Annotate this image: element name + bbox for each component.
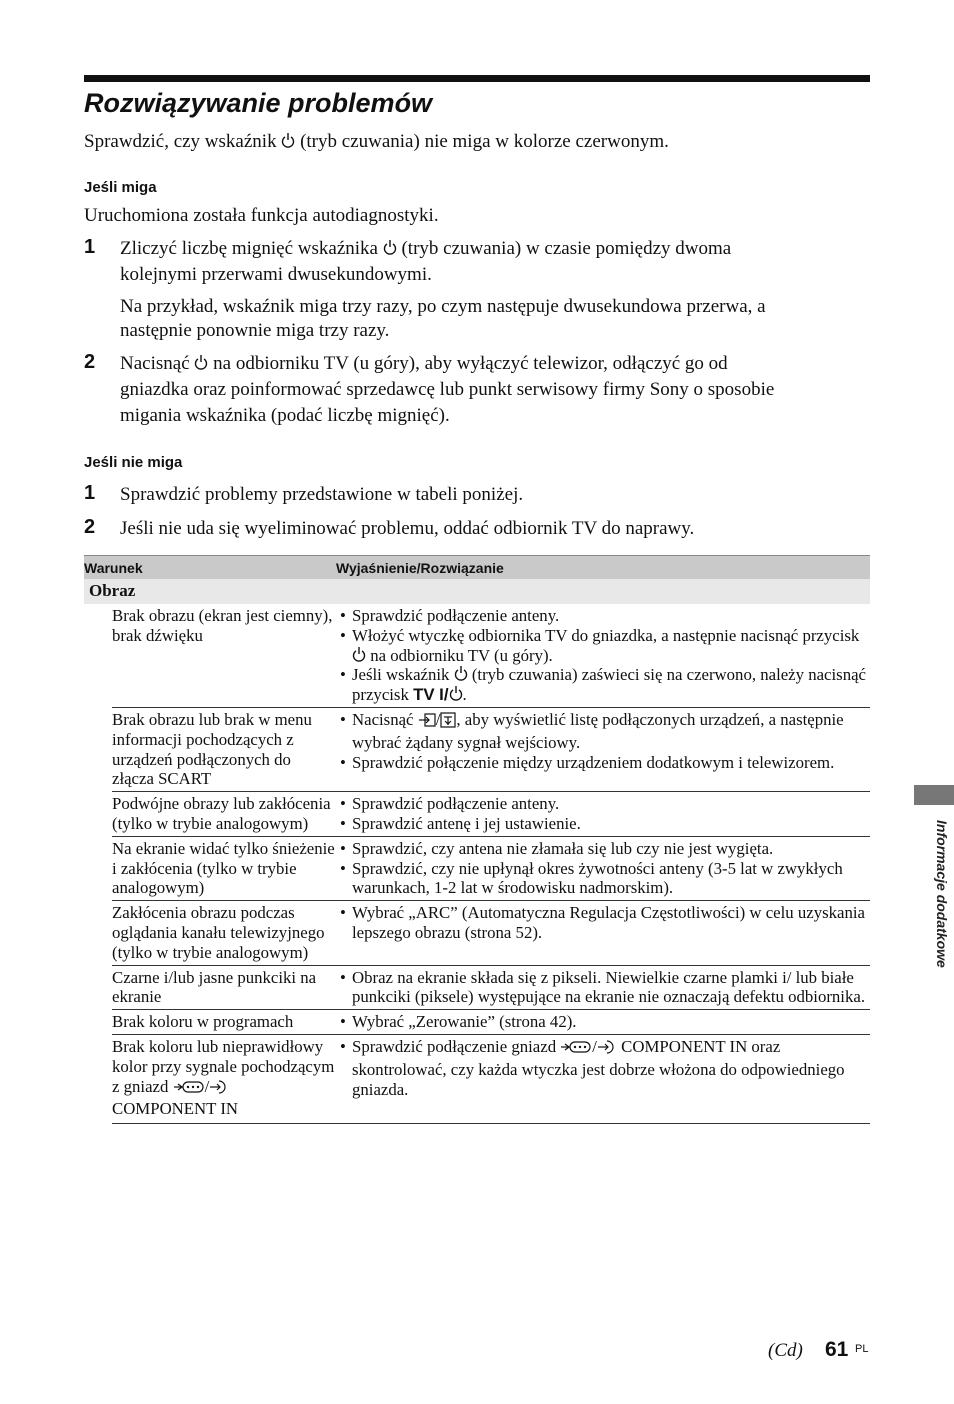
table-row: Brak koloru lub nieprawidłowy kolor przy sygnale pochodzącym z gniazd / COMPONENT IN • Sprawdzić podłączenie gniazd / COMPONENT IN oraz skontrolować, czy każda wtyczka jest dobrze włożona do odpowiedniego gniazda. bbox=[112, 1035, 870, 1124]
section-row-picture: Obraz bbox=[84, 579, 870, 604]
continued-label: (Cd) bbox=[768, 1340, 803, 1361]
step1-line3: Na przykład, wskaźnik miga trzy razy, po czym następuje dwusekundowa przerwa, a bbox=[120, 296, 766, 317]
step2-line3: migania wskaźnika (podać liczbę mignięć). bbox=[120, 405, 450, 426]
column-header-condition: Warunek bbox=[84, 560, 143, 576]
step2-line1: Nacisnąć na odbiorniku TV (u góry), aby wyłączyć telewizor, odłączyć go od bbox=[120, 353, 728, 374]
sidebar-section-label: Informacje dodatkowe bbox=[934, 820, 950, 968]
power-icon bbox=[281, 131, 295, 148]
input-arrow-icon bbox=[209, 1079, 229, 1100]
power-icon bbox=[194, 353, 208, 370]
step-number: 2 bbox=[84, 516, 96, 538]
input-icon bbox=[418, 712, 436, 733]
step1-line2: kolejnymi przerwami dwusekundowymi. bbox=[120, 264, 432, 285]
component-in-icon bbox=[560, 1039, 592, 1060]
heading-not-blinking: Jeśli nie miga bbox=[84, 454, 183, 471]
text-info-icon bbox=[440, 712, 456, 733]
language-code: PL bbox=[855, 1343, 869, 1355]
intro-text: Sprawdzić, czy wskaźnik (tryb czuwania) nie miga w kolorze czerwonym. bbox=[84, 131, 669, 152]
step-number: 1 bbox=[84, 236, 96, 258]
troubleshooting-table bbox=[84, 555, 870, 1124]
power-icon bbox=[352, 646, 366, 663]
step-number: 2 bbox=[84, 351, 96, 373]
power-icon bbox=[449, 685, 463, 702]
autodiag-text: Uruchomiona została funkcja autodiagnostyki. bbox=[84, 205, 439, 226]
top-rule bbox=[84, 75, 870, 82]
table-row: Zakłócenia obrazu podczas oglądania kanału telewizyjnego (tylko w trybie analogowym) • Wybrać „ARC” (Automatyczna Regulacja Częstotliwości) w celu uzyskania lepszego obrazu (strona 52). bbox=[112, 901, 870, 965]
power-icon bbox=[383, 238, 397, 255]
table-row: Czarne i/lub jasne punkciki na ekranie • Obraz na ekranie składa się z pikseli. Niewielkie czarne plamki i/ lub białe punkciki (piksele) występujące na ekranie nie oznaczają defektu odbiornika. bbox=[112, 966, 870, 1011]
table-row: Brak koloru w programach • Wybrać „Zerowanie” (strona 42). bbox=[112, 1010, 870, 1035]
table-header bbox=[84, 555, 870, 579]
power-icon bbox=[454, 665, 468, 682]
table-row: Podwójne obrazy lub zakłócenia (tylko w trybie analogowym) • Sprawdzić podłączenie anteny. • Sprawdzić antenę i jej ustawienie. bbox=[112, 792, 870, 837]
heading-blinking: Jeśli miga bbox=[84, 179, 157, 196]
side-tab-marker bbox=[914, 785, 954, 805]
step1-line4: następnie ponownie miga trzy razy. bbox=[120, 320, 390, 341]
input-arrow-icon bbox=[597, 1039, 617, 1060]
table-row: Brak obrazu (ekran jest ciemny), brak dźwięku • Sprawdzić podłączenie anteny. • Włożyć wtyczkę odbiornika TV do gniazdka, a następnie nacisnąć przycisk na odbiorniku TV (u góry). • Jeśli wskaźnik (tryb czuwania) zaświeci się na czerwono, należy nacisnąć przycisk TV I/ . bbox=[112, 604, 870, 708]
step1-line1: Zliczyć liczbę mignięć wskaźnika (tryb czuwania) w czasie pomiędzy dwoma bbox=[120, 238, 732, 259]
column-header-solution: Wyjaśnienie/Rozwiązanie bbox=[336, 560, 504, 576]
table-row: Brak obrazu lub brak w menu informacji pochodzących z urządzeń podłączonych do złącza SCART • Nacisnąć / , aby wyświetlić listę podłączonych urządzeń, a następnie wybrać żądany sygnał wejściowy. • Sprawdzić połączenie między urządzeniem dodatkowym i telewizorem. bbox=[112, 708, 870, 792]
step2-line2: gniazdka oraz poinformować sprzedawcę lub punkt serwisowy firmy Sony o sposobie bbox=[120, 379, 775, 400]
step-number: 1 bbox=[84, 482, 96, 504]
table-row: Na ekranie widać tylko śnieżenie i zakłócenia (tylko w trybie analogowym) • Sprawdzić, czy antena nie złamała się lub czy nie jest wygięta. • Sprawdzić, czy nie upłynął okres żywotności anteny (3-5 lat w zwykłych warunkach, 1-2 lat w środowisku nadmorskim). bbox=[112, 837, 870, 901]
page-number: 61 bbox=[825, 1338, 849, 1361]
component-in-icon bbox=[173, 1079, 205, 1100]
repair-text: Jeśli nie uda się wyeliminować problemu, oddać odbiornik TV do naprawy. bbox=[120, 518, 695, 539]
page-title: Rozwiązywanie problemów bbox=[84, 88, 433, 118]
check-problems-text: Sprawdzić problemy przedstawione w tabeli poniżej. bbox=[120, 484, 524, 505]
